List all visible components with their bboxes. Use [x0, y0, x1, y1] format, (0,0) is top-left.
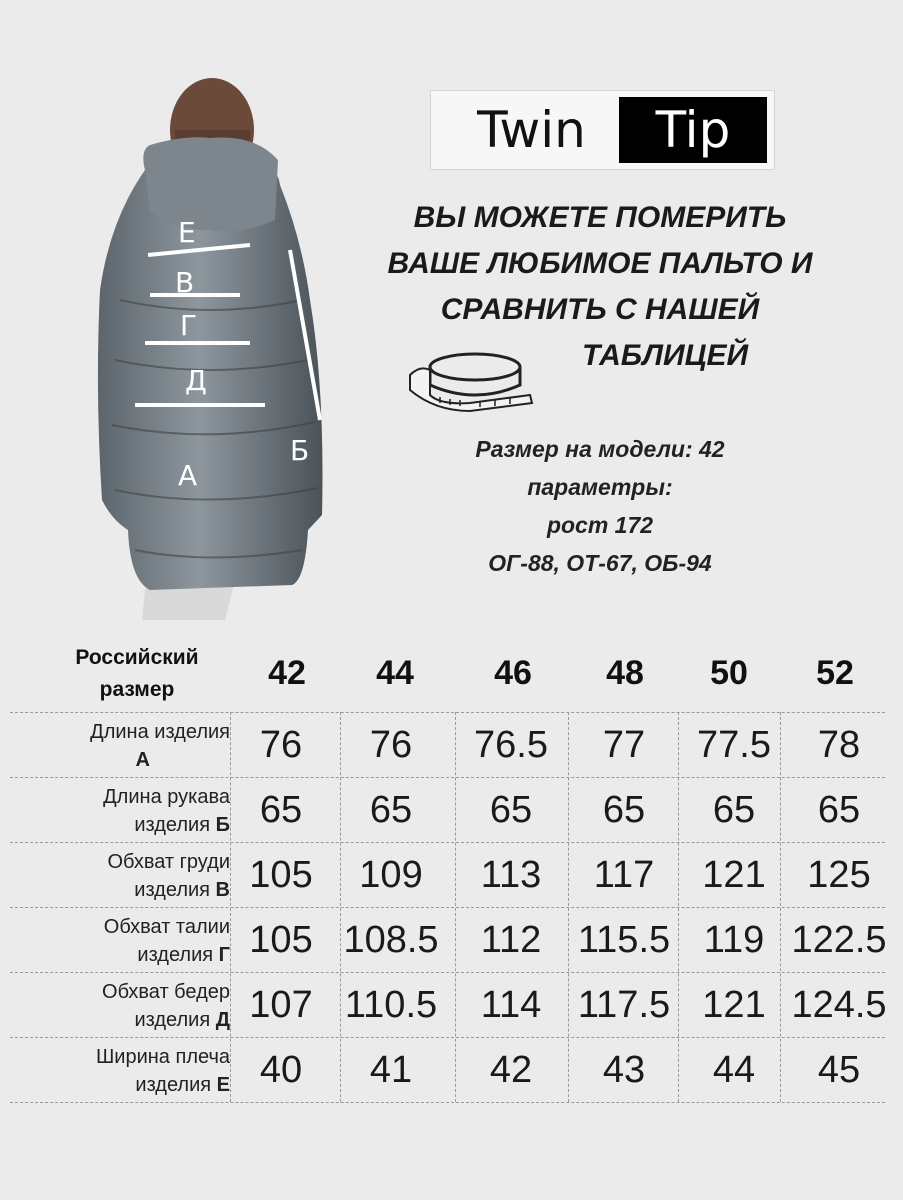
row-label-line	[30, 941, 230, 969]
table-cell: 114	[480, 984, 542, 1026]
table-cell: 77	[602, 724, 646, 766]
table-cell: 76.5	[474, 724, 548, 766]
table-column-divider	[340, 712, 341, 1102]
table-cell: 40	[259, 1049, 303, 1091]
row-label	[30, 913, 230, 969]
label-a: А	[178, 459, 198, 492]
row-label-line: Обхват бедер	[102, 981, 230, 1003]
table-cell: 76	[369, 724, 413, 766]
headline-line: ТАБЛИЦЕЙ	[581, 339, 749, 372]
measuring-tape-icon	[400, 345, 535, 415]
table-cell: 109	[359, 854, 423, 896]
table-cell: 43	[602, 1049, 646, 1091]
row-label-prefix: изделия	[137, 944, 219, 966]
table-cell: 124.5	[791, 984, 887, 1026]
label-e: Е	[178, 216, 196, 249]
row-label	[30, 978, 230, 1034]
table-cell: 110.5	[344, 984, 438, 1026]
table-cell: 105	[249, 919, 313, 961]
headline-line: СРАВНИТЬ С НАШЕЙ	[440, 293, 760, 326]
table-cell: 65	[817, 789, 861, 831]
row-letter: А	[135, 749, 150, 771]
row-label-line	[30, 811, 230, 839]
row-label-line	[30, 876, 230, 904]
table-cell: 65	[369, 789, 413, 831]
table-row	[10, 712, 885, 777]
table-column-divider	[568, 712, 569, 1102]
table-cell: 41	[369, 1049, 413, 1091]
table-cell: 65	[602, 789, 646, 831]
header-label-line: Российский	[75, 646, 199, 669]
label-b: Б	[290, 434, 310, 467]
row-label-line: Обхват талии	[103, 916, 230, 938]
logo-word-tip: Tip	[619, 97, 767, 163]
label-d: Д	[185, 364, 207, 397]
table-cell: 122.5	[791, 919, 887, 961]
row-label	[30, 848, 230, 904]
row-label-line	[30, 1006, 230, 1034]
row-letter: В	[215, 879, 230, 901]
row-label-prefix: изделия	[134, 1009, 216, 1031]
table-cell: 42	[489, 1049, 533, 1091]
label-v: В	[175, 266, 195, 299]
table-cell: 78	[817, 724, 861, 766]
table-row	[10, 907, 885, 972]
table-cell: 117.5	[577, 984, 671, 1026]
header-label	[42, 642, 232, 706]
table-row	[10, 972, 885, 1037]
row-label-line: Длина рукава	[103, 786, 230, 808]
row-label-line	[30, 1071, 230, 1099]
headline-line: ВАШЕ ЛЮБИМОЕ ПАЛЬТО И	[387, 247, 813, 280]
table-column-divider	[780, 712, 781, 1102]
row-label-line	[30, 746, 230, 774]
model-measurements: ОГ-88, ОТ-67, ОБ-94	[488, 550, 712, 576]
table-cell: 65	[489, 789, 533, 831]
table-column-divider	[455, 712, 456, 1102]
table-cell: 65	[259, 789, 303, 831]
table-cell: 121	[702, 854, 766, 896]
size-header: 44	[376, 654, 414, 692]
table-row	[10, 1037, 885, 1102]
table-cell: 76	[259, 724, 303, 766]
row-label-prefix: изделия	[134, 879, 216, 901]
row-label	[30, 783, 230, 839]
model-photo	[40, 60, 380, 620]
row-label-line: Обхват груди	[107, 851, 230, 873]
table-cell: 108.5	[343, 919, 439, 961]
row-label	[30, 1043, 230, 1099]
row-letter: Д	[215, 1009, 230, 1031]
table-cell: 44	[712, 1049, 756, 1091]
row-label-line: Ширина плеча	[95, 1046, 230, 1068]
size-header: 50	[710, 654, 748, 692]
row-label	[30, 718, 230, 774]
model-params-label: параметры:	[527, 474, 673, 500]
table-cell: 105	[249, 854, 313, 896]
table-column-divider	[230, 712, 231, 1102]
table-cell: 107	[249, 984, 313, 1026]
headline-line: ВЫ МОЖЕТЕ ПОМЕРИТЬ	[413, 201, 787, 234]
table-cell: 117	[593, 854, 655, 896]
table-cell: 121	[702, 984, 766, 1026]
row-label-prefix: изделия	[135, 1074, 217, 1096]
table-cell: 65	[712, 789, 756, 831]
row-label-prefix: изделия	[134, 814, 216, 836]
size-header: 46	[494, 654, 532, 692]
header-label-line: размер	[99, 678, 175, 701]
table-header	[10, 640, 885, 712]
table-cell: 115.5	[577, 919, 671, 961]
table-column-divider	[678, 712, 679, 1102]
row-letter: Г	[218, 944, 230, 966]
logo-word-twin: Twin	[477, 101, 586, 159]
table-cell: 112	[480, 919, 542, 961]
row-letter: Е	[216, 1074, 230, 1096]
size-header: 42	[268, 654, 306, 692]
table-row	[10, 842, 885, 907]
table-cell: 45	[817, 1049, 861, 1091]
table-row	[10, 777, 885, 842]
table-cell: 113	[480, 854, 542, 896]
model-size: Размер на модели: 42	[475, 436, 725, 462]
table-cell: 119	[703, 919, 765, 961]
model-info	[400, 430, 800, 582]
size-header: 52	[816, 654, 854, 692]
row-label-line: Длина изделия	[90, 721, 230, 743]
brand-logo	[430, 90, 775, 170]
table-row-divider	[10, 1102, 885, 1103]
label-g: Г	[180, 309, 198, 342]
row-letter: Б	[215, 814, 230, 836]
size-header: 48	[606, 654, 644, 692]
model-height: рост 172	[546, 512, 654, 538]
table-cell: 77.5	[697, 724, 771, 766]
table-cell: 125	[807, 854, 871, 896]
